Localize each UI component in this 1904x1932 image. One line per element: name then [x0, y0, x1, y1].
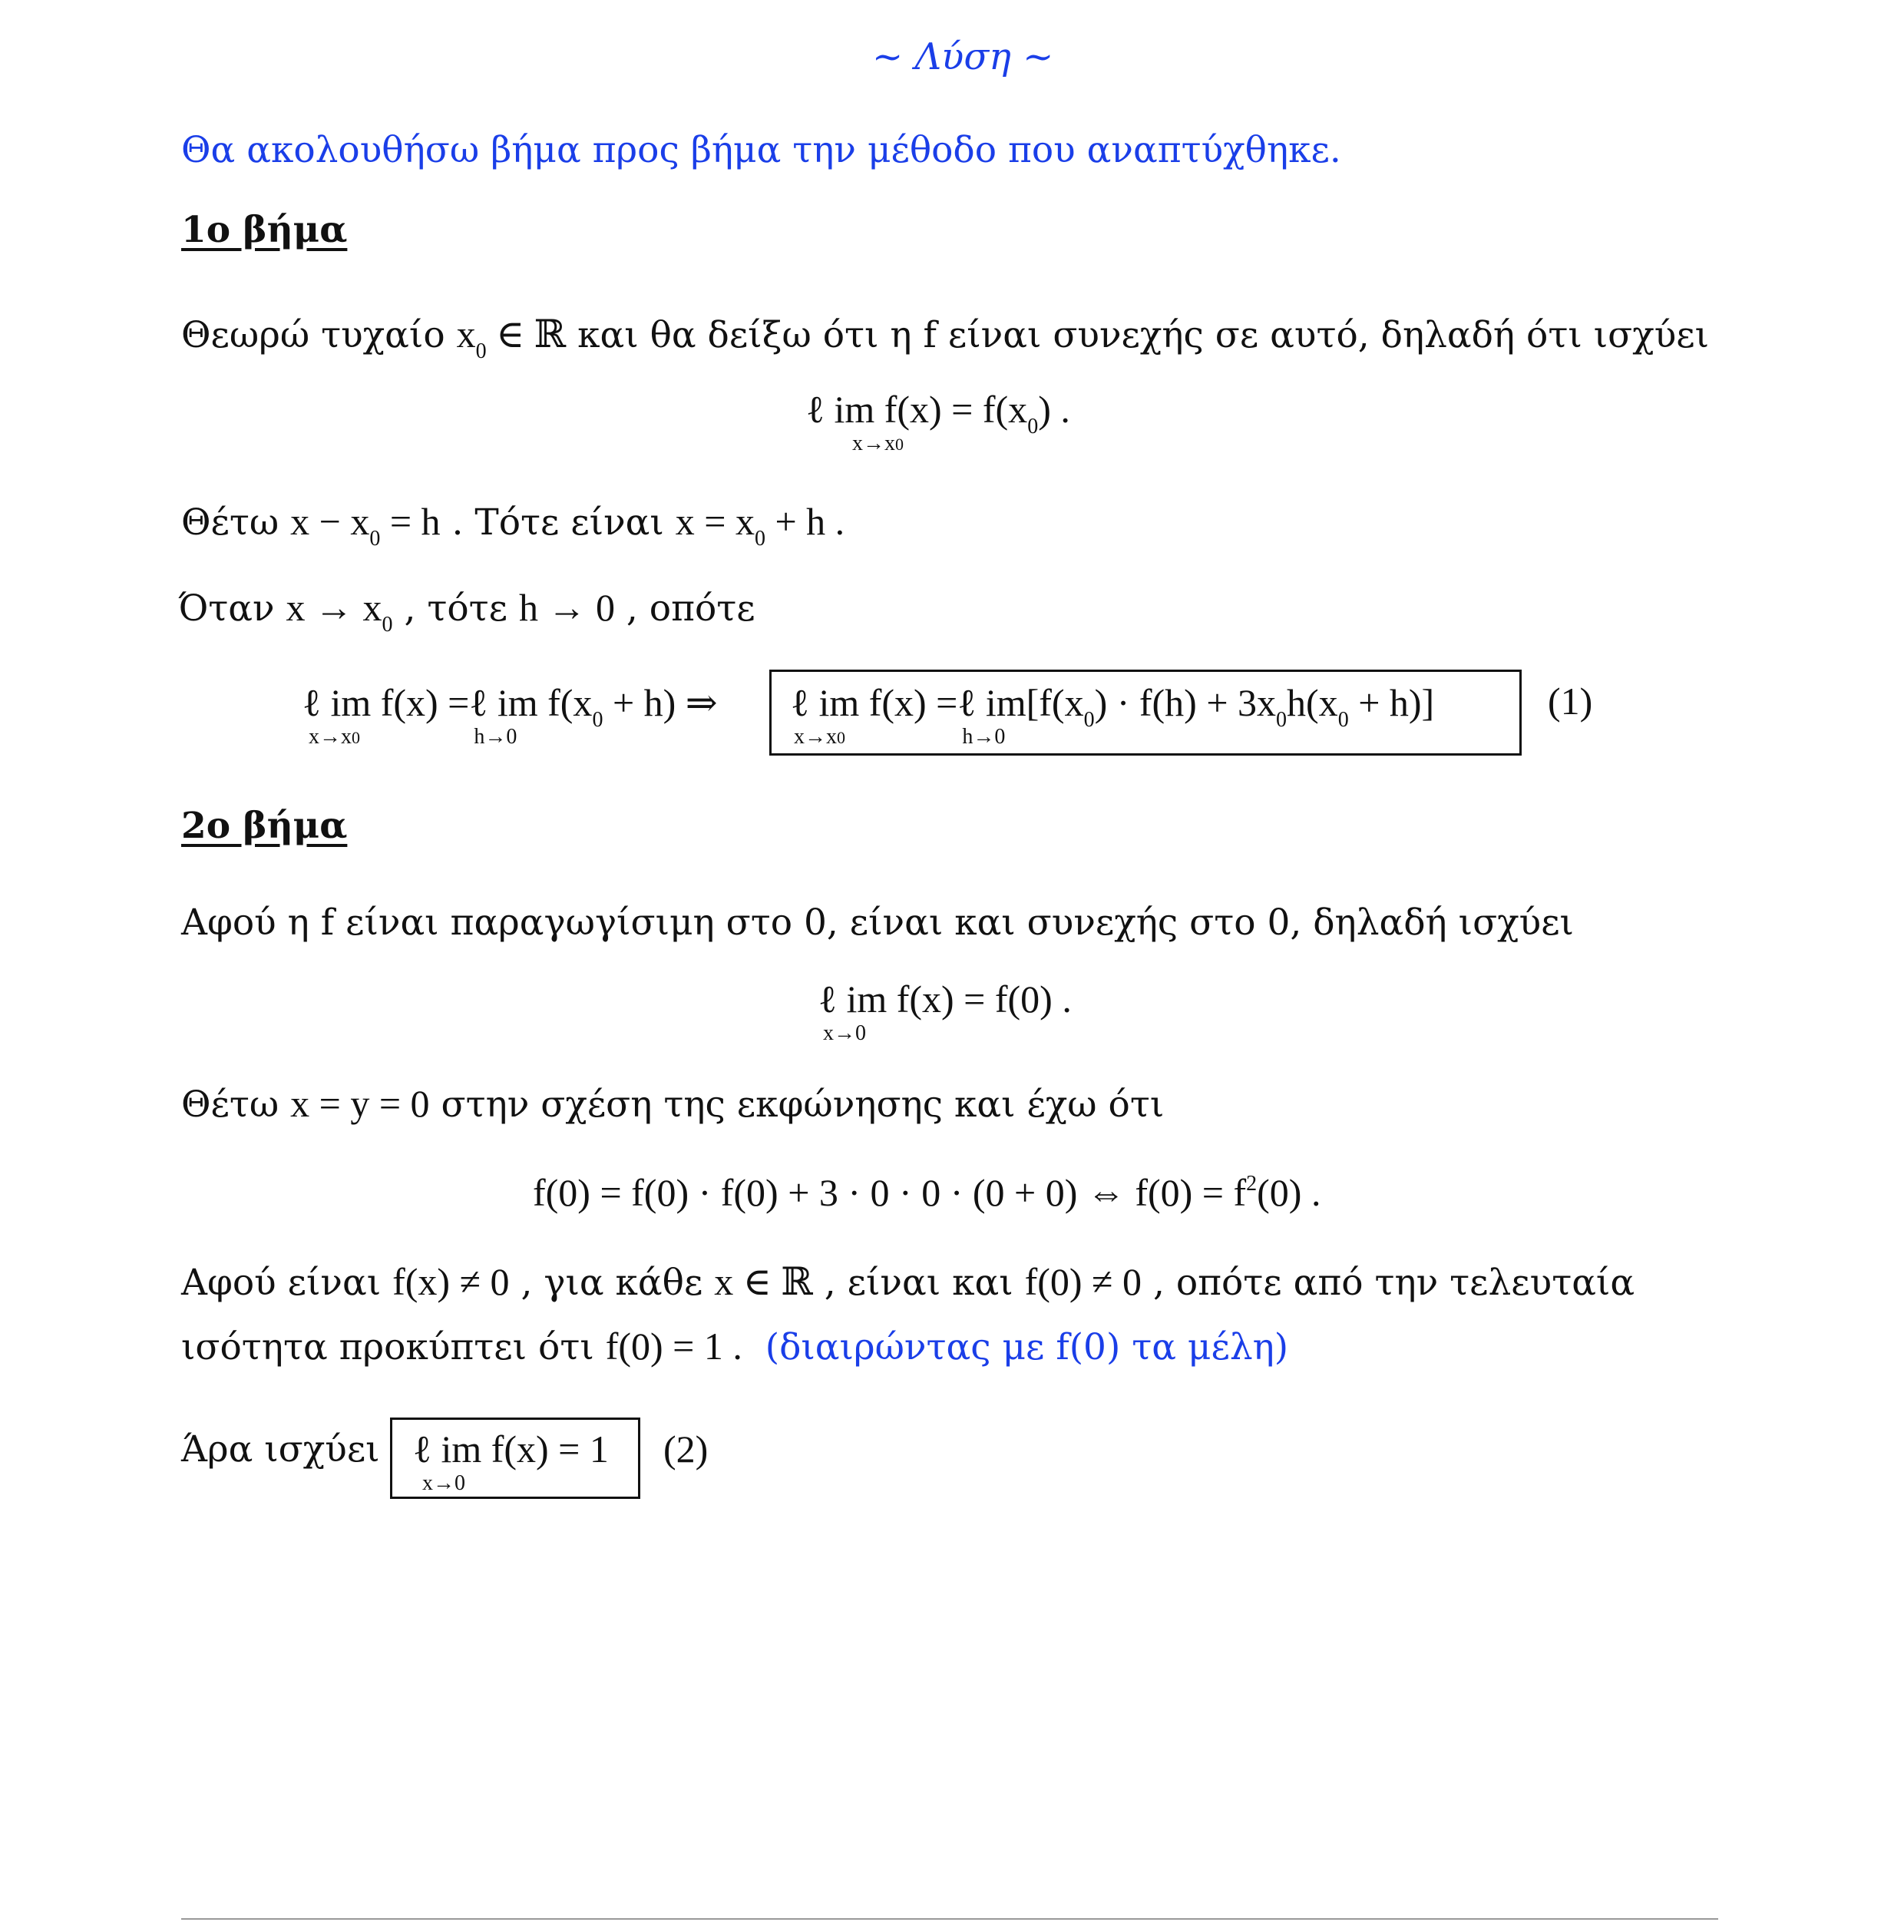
equation-1-label: (1)	[1548, 680, 1593, 723]
conclusion-text: Άρα ισχύει	[181, 1428, 380, 1471]
equation-1-left: ℓ im f(x) = x→x0 ℓ im f(x h→0 $_0$ + h) ⇒	[302, 681, 718, 749]
intro-text: Θα ακολουθήσω βήμα προς βήμα την μέθοδο που αναπτύχθηκε.	[181, 129, 1341, 171]
step1-line1-end: και θα δείξω ότι η f είναι συνεχής σε αυτό, δηλαδή ότι ισχύει	[566, 314, 1710, 356]
footer-divider	[181, 1918, 1718, 1920]
step2-line2: Θέτω x = y = 0 στην σχέση της εκφώνησης και έχω ότι	[181, 1082, 1165, 1126]
limit-goal-lim: ℓ im f(x) = f(x x→x0	[806, 388, 1028, 455]
step1-line1	[181, 313, 1710, 363]
step2-line3: Αφού είναι f(x) ≠ 0 , για κάθε x ∈ ℝ , είναι και f(0) ≠ 0 , οπότε από την τελευταία	[181, 1260, 1635, 1304]
step1-line3: Όταν $x \to x_0$ , τότε h → 0 , οπότε	[178, 586, 755, 637]
step2-heading: 2ο βήμα	[181, 805, 348, 847]
solution-title: ~ Λύση ~	[872, 35, 1054, 78]
equation-f0: f(0) = f(0) · f(0) + 3 · 0 · 0 · (0 + 0) ⇔ $f(0) = f^2(0)$ .	[533, 1171, 1321, 1214]
step1-heading: 1ο βήμα	[181, 209, 348, 251]
step2-line4: ισότητα προκύπτει ότι f(0) = 1 . (διαιρώντας με f(0) τα μέλη)	[181, 1325, 1289, 1368]
equation-2-boxed: ℓ im f(x) = 1 x→0	[413, 1427, 609, 1495]
step1-line1-start: Θεωρώ τυχαίο	[181, 314, 457, 356]
limit-goal-equation: ℓ im f(x) = f(x x→x0 $_0$) .	[806, 388, 1070, 455]
limit-at-zero: ℓ im f(x) = f(0) . x→0	[818, 978, 1072, 1045]
step1-line2: Θέτω $x - x_0 = h$ . Τότε είναι $x = x_0 + h$ .	[181, 500, 845, 551]
step2-line1: Αφού η f είναι παραγωγίσιμη στο 0, είναι και συνεχής στο 0, δηλαδή ισχύει	[181, 901, 1574, 944]
equation-2-label: (2)	[663, 1427, 709, 1471]
division-note: (διαιρώντας με f(0) τα μέλη)	[765, 1326, 1289, 1368]
equation-1-boxed: ℓ im f(x) = x→x0 ℓ im h→0 $[f(x_0) \cdot f(h) + 3x_0h(x_0 + h)]$	[791, 681, 1435, 749]
x0-variable: $x_0$ ∈ ℝ	[456, 313, 567, 363]
